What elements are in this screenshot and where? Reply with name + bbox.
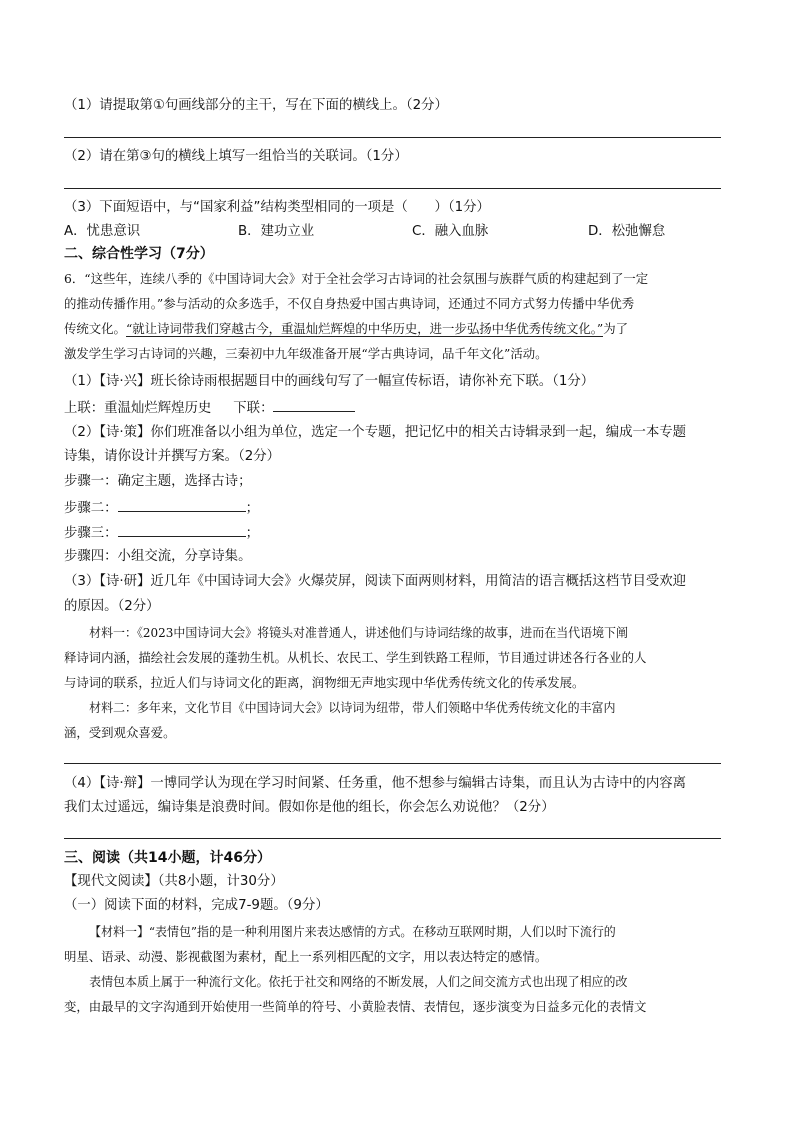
- section2-title: 二、综合性学习（7分）: [64, 246, 214, 262]
- material2-line1: 材料二：多年来，文化节目《中国诗词大会》以诗词为纽带，带人们领略中华优秀传统文化的丰富内: [89, 700, 616, 715]
- option-c[interactable]: C．融入血脉: [412, 224, 489, 239]
- step-three-end: ；: [245, 526, 259, 541]
- section3-title: 三、阅读（共14小题，计46分）: [64, 850, 271, 866]
- option-d[interactable]: D．松弛懈怠: [588, 224, 666, 239]
- part1-instruction: （一）阅读下面的材料，完成7-9题。（9分）: [64, 898, 329, 913]
- q6-sub4-line1: （4）【诗·辩】一博同学认为现在学习时间紧、任务重，他不想参与编辑古诗集，而且认为古诗中的内容离: [64, 776, 687, 791]
- q6-line3-suffix: 为了: [603, 321, 629, 336]
- step-four: 步骤四：小组交流，分享诗集。: [64, 549, 252, 564]
- option-b[interactable]: B．建功立业: [238, 224, 315, 239]
- step-two-row: [64, 497, 734, 519]
- material2-line2: 涵，受到观众喜爱。: [64, 725, 176, 740]
- q6-line3-prefix: 传统文化。: [64, 321, 126, 336]
- q5-sub1: （1）请提取第①句画线部分的主干，写在下面的横线上。（2分）: [64, 98, 448, 113]
- q6-text-line4: 激发学生学习古诗词的兴趣，三秦初中九年级准备开展“学古典诗词，品千年文化”活动。: [64, 346, 548, 361]
- step-three-blank[interactable]: [118, 522, 246, 537]
- answer-line-q6-4[interactable]: [64, 838, 721, 839]
- q5-sub3: （3）下面短语中，与“国家利益”结构类型相同的一项是（ ）（1分）: [64, 200, 490, 215]
- q6-sub2-line2: 诗集，请你设计并撰写方案。（2分）: [64, 449, 281, 464]
- passage-para1-line2: 明星、语录、动漫、影视截图为素材，配上一系列相匹配的文字，用以表达特定的感情。: [64, 949, 548, 964]
- answer-line-q5-1[interactable]: [64, 137, 721, 138]
- q6-text-line1: 6．“这些年，连续八季的《中国诗词大会》对于全社会学习古诗词的社会氛围与族群气质的构建起到了一定: [64, 271, 649, 286]
- step-two-blank[interactable]: [118, 497, 246, 512]
- material1-line1: 材料一：《2023中国诗词大会》将镜头对准普通人，讲述他们与诗词结缘的故事，进而在当代语境下阐: [89, 625, 628, 640]
- couplet-lower-label: 下联：: [233, 401, 274, 416]
- q6-underlined-sentence: “就让诗词带我们穿越古今，重温灿烂辉煌的中华历史，进一步弘扬中华优秀传统文化。”: [125, 321, 604, 336]
- step-three-row: [64, 522, 734, 544]
- q6-sub2-line1: （2）【诗·策】你们班准备以小组为单位，选定一个专题，把记忆中的相关古诗辑录到一起，编成一本专题: [64, 425, 687, 440]
- step-one: 步骤一：确定主题，选择古诗；: [64, 474, 252, 489]
- modern-reading-title: 【现代文阅读】（共8小题，计30分）: [64, 874, 284, 889]
- q5-sub2: （2）请在第③句的横线上填写一组恰当的关联词。（1分）: [64, 149, 408, 164]
- passage-para1-line1: 【材料一】“表情包”指的是一种利用图片来表达感情的方式。在移动互联网时期，人们以时下流行的: [89, 924, 616, 939]
- passage-para2-line1: 表情包本质上属于一种流行文化。依托于社交和网络的不断发展，人们之间交流方式也出现了相应的改: [89, 974, 628, 989]
- step-three-label: 步骤三：: [64, 526, 118, 541]
- q6-text-line2: 的推动传播作用。”参与活动的众多选手，不仅自身热爱中国古典诗词，还通过不同方式努力传播中华优秀: [64, 296, 635, 311]
- q6-sub1: （1）【诗·兴】班长徐诗雨根据题目中的画线句写了一幅宣传标语，请你补充下联。（1分）: [64, 374, 595, 389]
- passage-para2-line2: 变，由最早的文字沟通到开始使用一些简单的符号、小黄脸表情、表情包，逐步演变为日益多元化的表情文: [64, 999, 647, 1014]
- couplet-lower-blank[interactable]: [273, 397, 355, 412]
- material1-line2: 释诗词内涵，描绘社会发展的蓬勃生机。从机长、农民工、学生到铁路工程师，节目通过讲述各行各业的人: [64, 650, 647, 665]
- couplet-upper: 上联：重温灿烂辉煌历史: [64, 401, 212, 416]
- couplet-row: [64, 397, 734, 419]
- q6-sub3-line1: （3）【诗·研】近几年《中国诗词大会》火爆荧屏，阅读下面两则材料，用简洁的语言概括这档节目受欢迎: [64, 574, 687, 589]
- step-two-label: 步骤二：: [64, 501, 118, 516]
- q6-text-line3: [64, 319, 734, 339]
- step-two-end: ；: [245, 501, 259, 516]
- q6-sub4-line2: 我们太过遥远，编诗集是浪费时间。假如你是他的组长，你会怎么劝说他？（2分）: [64, 800, 555, 815]
- answer-line-q5-2[interactable]: [64, 188, 721, 189]
- q6-sub3-line2: 的原因。（2分）: [64, 599, 160, 614]
- option-a[interactable]: A．忧患意识: [64, 224, 141, 239]
- answer-line-q6-3[interactable]: [64, 763, 721, 764]
- material1-line3: 与诗词的联系，拉近人们与诗词文化的距离，润物细无声地实现中华优秀传统文化的传承发展。: [64, 675, 585, 690]
